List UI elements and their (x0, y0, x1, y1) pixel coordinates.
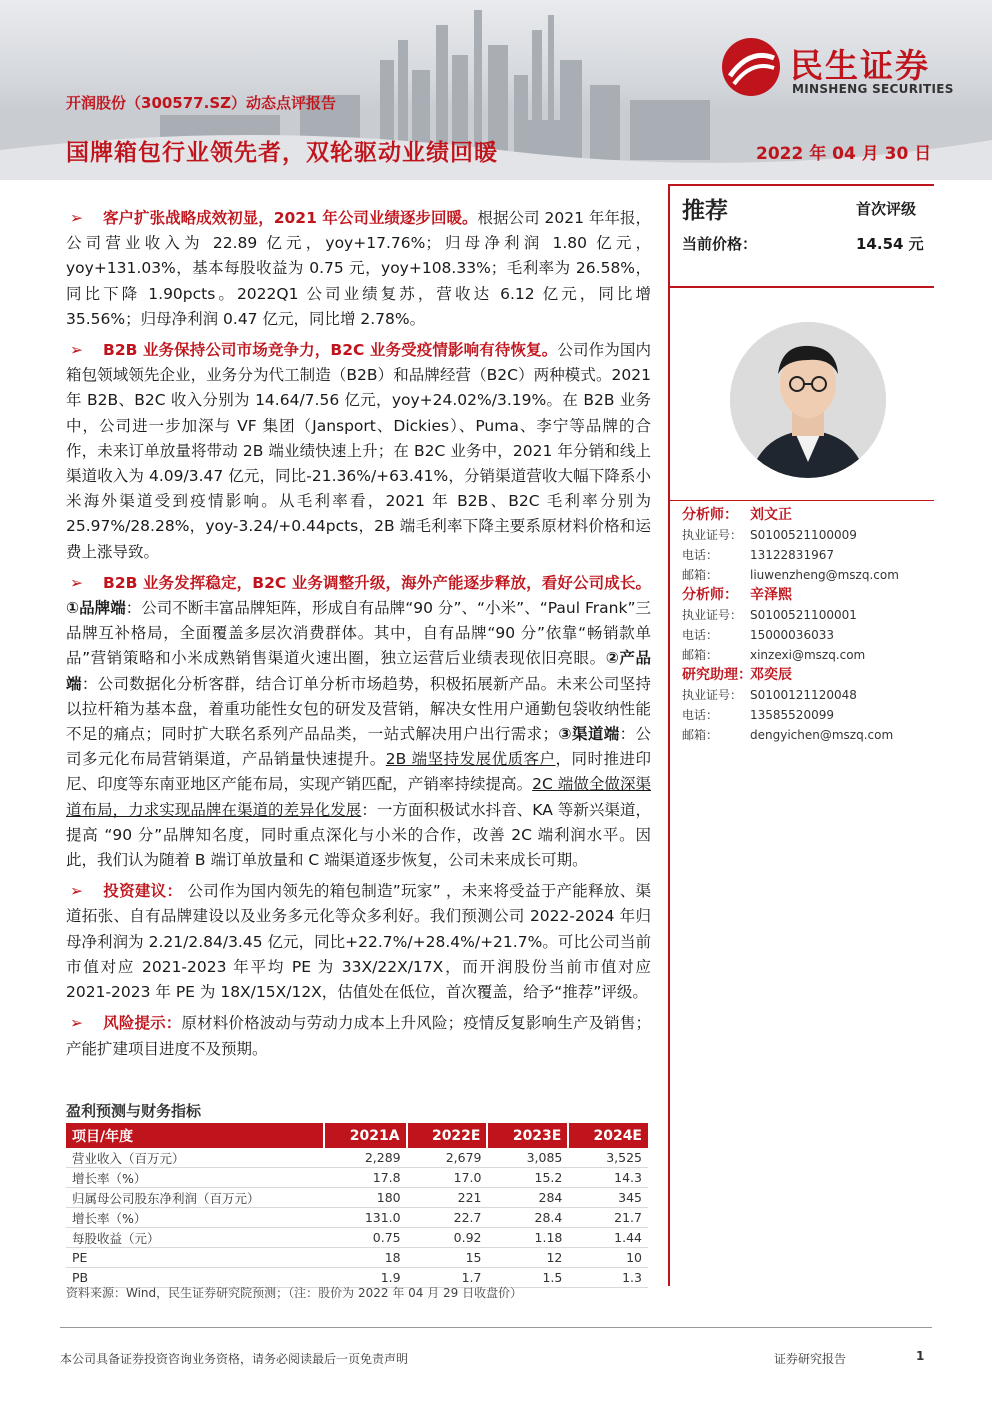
paragraph-lead: 风险提示： (103, 1014, 182, 1033)
header-banner (0, 0, 992, 180)
logo-text-cn: 民生证券 (790, 46, 930, 85)
analyst-role: 研究助理： (682, 667, 752, 683)
minsheng-logo-icon (720, 36, 782, 98)
row-label: PE (66, 1248, 324, 1268)
analyst-photo (730, 322, 886, 478)
report-type: 开润股份（300577.SZ）动态点评报告 (66, 94, 337, 112)
cell: 2,679 (407, 1148, 488, 1168)
channel-label: ③渠道端 (558, 725, 620, 744)
column-divider (668, 186, 670, 1286)
table-header: 2023E (487, 1123, 568, 1148)
price-value: 14.54 元 (856, 235, 924, 253)
table-row (66, 1228, 648, 1248)
cell: 12 (487, 1248, 568, 1268)
tel-number: 13585520099 (750, 708, 834, 722)
paragraph-lead: B2B 业务保持公司市场竞争力，B2C 业务受疫情影响有待恢复。 (103, 341, 558, 360)
paragraph-text: 根据公司 2021 年年报，公司营业收入为 22.89 亿元，yoy+17.76%；归母净利润 1.80 亿元，yoy+131.03%，基本每股收益为 0.75 元，yoy+108.33%；毛利率为 26.58%，同比下降 1.90pcts。2022Q1 公司业绩复苏，营收达 6.12 亿元，同比增 35.56%；归母净利润 0.47 亿元，同比增 2.78%。 (66, 209, 651, 328)
cell: 17.0 (407, 1168, 488, 1188)
summary-paragraph (66, 206, 651, 332)
table-title: 盈利预测与财务指标 (66, 1102, 202, 1120)
financial-table (66, 1123, 648, 1288)
underlined-b2b: 2B 端坚持发展优质客户 (385, 750, 556, 769)
table-header: 项目/年度 (66, 1123, 324, 1148)
cell: 3,525 (568, 1148, 648, 1168)
report-date: 2022 年 04 月 30 日 (756, 144, 932, 164)
minsheng-logo (720, 36, 970, 106)
cell: 0.92 (407, 1228, 488, 1248)
tel-label: 电话： (682, 628, 719, 642)
analyst-block (682, 505, 932, 585)
table-source: 资料来源：Wind，民生证券研究院预测；（注：股价为 2022 年 04 月 29 日收盘价） (66, 1286, 523, 1300)
rating-label: 推荐 (682, 198, 728, 224)
rating-type: 首次评级 (856, 200, 917, 218)
paragraph-lead: 客户扩张战略成效初显，2021 年公司业绩逐步回暖。 (103, 209, 478, 227)
underlined-b2c: 2C 端做全做深渠道布局，力求实现品牌在渠道的差异化发展 (66, 775, 651, 819)
cell: 10 (568, 1248, 648, 1268)
table-row (66, 1248, 648, 1268)
report-title: 国牌箱包行业领先者，双轮驱动业绩回暖 (66, 140, 498, 166)
cert-number: S0100121120048 (750, 688, 857, 702)
cell: 17.8 (324, 1168, 407, 1188)
cell: 28.4 (487, 1208, 568, 1228)
product-label: ②产品端 (66, 649, 651, 693)
cell: 180 (324, 1188, 407, 1208)
cell: 14.3 (568, 1168, 648, 1188)
mail-label: 邮箱： (682, 728, 719, 742)
paragraph-text: 公司作为国内箱包领域领先企业，业务分为代工制造（B2B）和品牌经营（B2C）两种模式。2021 年 B2B、B2C 收入分别为 14.64/7.56 亿元，yoy+24.02%/3.19%。在 B2B 业务中，公司进一步加深与 VF 集团（Jansport、Dickies）、Puma、李宁等品牌的合作，未来订单放量将带动 2B 端业绩快速上升；在 B2C 业务中，2021 年分销和线上渠道收入为 4.09/3.47 亿元，同比-21.36%/+63.41%，分销渠道营收大幅下降系小米海外渠道受到疫情影响。从毛利率看，2021 年 B2B、B2C 毛利率分别为 25.97%/28.28%，yoy-3.24/+0.44pcts，2B 端毛利率下降主要系原材料价格和运费上涨导致。 (66, 341, 651, 561)
summary-paragraph (66, 338, 651, 565)
cell: 345 (568, 1188, 648, 1208)
rating-bottom-rule (668, 286, 934, 288)
analyst-name: 刘文正 (750, 507, 792, 523)
cert-label: 执业证号： (682, 528, 743, 542)
cert-label: 执业证号： (682, 688, 743, 702)
arrow-bullet-icon: ➢ (70, 882, 83, 901)
cell: 2,289 (324, 1148, 407, 1168)
cell: 3,085 (487, 1148, 568, 1168)
footer-divider (60, 1327, 932, 1328)
cell: 1.3 (568, 1268, 648, 1288)
arrow-bullet-icon: ➢ (70, 209, 83, 227)
paragraph-text: 公司作为国内领先的箱包制造”玩家” ，未来将受益于产能释放、渠道拓张、自有品牌建设以及业务多元化等众多利好。我们预测公司 2022-2024 年归母净利润为 2.21/2.84/3.45 亿元，同比+22.7%/+28.4%/+21.7%。可比公司当前市值对应 2021-2023 年平均 PE 为 33X/22X/17X，而开润股份当前市值对应 2021-2023 年 PE 为 18X/15X/12X，估值处在低位，首次覆盖，给予“推荐”评级。 (66, 882, 651, 1002)
cell: 1.18 (487, 1228, 568, 1248)
footer-disclaimer: 本公司具备证券投资咨询业务资格，请务必阅读最后一页免责声明 (60, 1352, 409, 1366)
cert-label: 执业证号： (682, 608, 743, 622)
table-header-row (66, 1123, 648, 1148)
table-row (66, 1168, 648, 1188)
mail-label: 邮箱： (682, 568, 719, 582)
brand-text: ：公司不断丰富品牌矩阵，形成自有品牌“90 分”、“小米”、“Paul Frank”三品牌互补格局，全面覆盖多层次消费群体。其中，自有品牌“90 分”依靠“畅销款单品”营销策略和小米成熟销售渠道火速出圈，独立运营后业绩表现依旧亮眼。 (66, 599, 651, 668)
row-label: PB (66, 1268, 324, 1288)
arrow-bullet-icon: ➢ (70, 573, 83, 592)
cell: 21.7 (568, 1208, 648, 1228)
analyst-role: 分析师： (682, 507, 738, 523)
page-number: 1 (916, 1349, 925, 1363)
summary-paragraph (66, 879, 651, 1005)
cell: 221 (407, 1188, 488, 1208)
tel-label: 电话： (682, 548, 719, 562)
brand-label: ①品牌端 (66, 599, 126, 618)
cell: 1.44 (568, 1228, 648, 1248)
arrow-bullet-icon: ➢ (70, 1014, 83, 1033)
row-label: 归属母公司股东净利润（百万元） (66, 1188, 324, 1208)
paragraph-lead: B2B 业务发挥稳定，B2C 业务调整升级，海外产能逐步释放，看好公司成长。 (103, 573, 651, 592)
cell: 18 (324, 1248, 407, 1268)
paragraph-text: 原材料价格波动与劳动力成本上升风险；疫情反复影响生产及销售；产能扩建项目进度不及预期。 (66, 1014, 651, 1058)
arrow-bullet-icon: ➢ (70, 341, 83, 360)
logo-text-en: MINSHENG SECURITIES (792, 82, 954, 96)
mail-link[interactable]: dengyichen@mszq.com (750, 728, 894, 742)
cell: 284 (487, 1188, 568, 1208)
tel-number: 15000036033 (750, 628, 834, 642)
mail-link[interactable]: liuwenzheng@mszq.com (750, 568, 899, 582)
price-label: 当前价格： (682, 235, 758, 253)
row-label: 增长率（%） (66, 1168, 324, 1188)
mail-label: 邮箱： (682, 648, 719, 662)
cell: 0.75 (324, 1228, 407, 1248)
summary-paragraph (66, 1011, 651, 1061)
table-row (66, 1208, 648, 1228)
cell: 22.7 (407, 1208, 488, 1228)
analyst-name: 邓奕辰 (750, 667, 792, 683)
tel-label: 电话： (682, 708, 719, 722)
table-header: 2021A (324, 1123, 407, 1148)
table-row (66, 1148, 648, 1168)
footer-category: 证券研究报告 (774, 1352, 847, 1366)
cert-number: S0100521100009 (750, 528, 857, 542)
analyst-name: 辛泽熙 (750, 587, 792, 603)
row-label: 每股收益（元） (66, 1228, 324, 1248)
paragraph-lead: 投资建议： (103, 882, 183, 901)
product-text: ：公司数据化分析客群，结合订单分析市场趋势，积极拓展新产品。未来公司坚持以拉杆箱为基本盘，着重功能性女包的研发及营销，解决女性用户通勤包袋收纳性能不足的痛点；同时扩大联名系列产品品类，一站式解决用户出行需求； (66, 674, 651, 744)
channel-text: ：公司多元化布局营销渠道，产品销量快速提升。 (66, 725, 651, 769)
analyst-role: 分析师： (682, 587, 738, 603)
analyst-block (682, 585, 932, 665)
analyst-top-rule (668, 500, 934, 501)
table-header: 2024E (568, 1123, 648, 1148)
analyst-block (682, 665, 932, 745)
cell: 15 (407, 1248, 488, 1268)
mail-link[interactable]: xinzexi@mszq.com (750, 648, 866, 662)
table-row (66, 1188, 648, 1208)
cell: 131.0 (324, 1208, 407, 1228)
cell: 1.7 (407, 1268, 488, 1288)
main-body (66, 206, 651, 1068)
summary-paragraph (66, 571, 651, 873)
rating-top-rule (668, 184, 934, 186)
b2c-text: ：一方面积极试水抖音、KA 等新兴渠道，提高 “90 分”品牌知名度，同时重点深化与小米的合作，改善 2C 端利润水平。因此，我们认为随着 B 端订单放量和 C 端渠道逐步恢复，公司未来成长可期。 (66, 800, 651, 870)
b2b-text: ，同时推进印尼、印度等东南亚地区产能布局，实现产销匹配，产销率持续提高。 (66, 750, 651, 794)
tel-number: 13122831967 (750, 548, 834, 562)
analyst-list (682, 505, 932, 745)
table-header: 2022E (407, 1123, 488, 1148)
cell: 15.2 (487, 1168, 568, 1188)
cell: 1.9 (324, 1268, 407, 1288)
cert-number: S0100521100001 (750, 608, 857, 622)
row-label: 增长率（%） (66, 1208, 324, 1228)
cell: 1.5 (487, 1268, 568, 1288)
row-label: 营业收入（百万元） (66, 1148, 324, 1168)
